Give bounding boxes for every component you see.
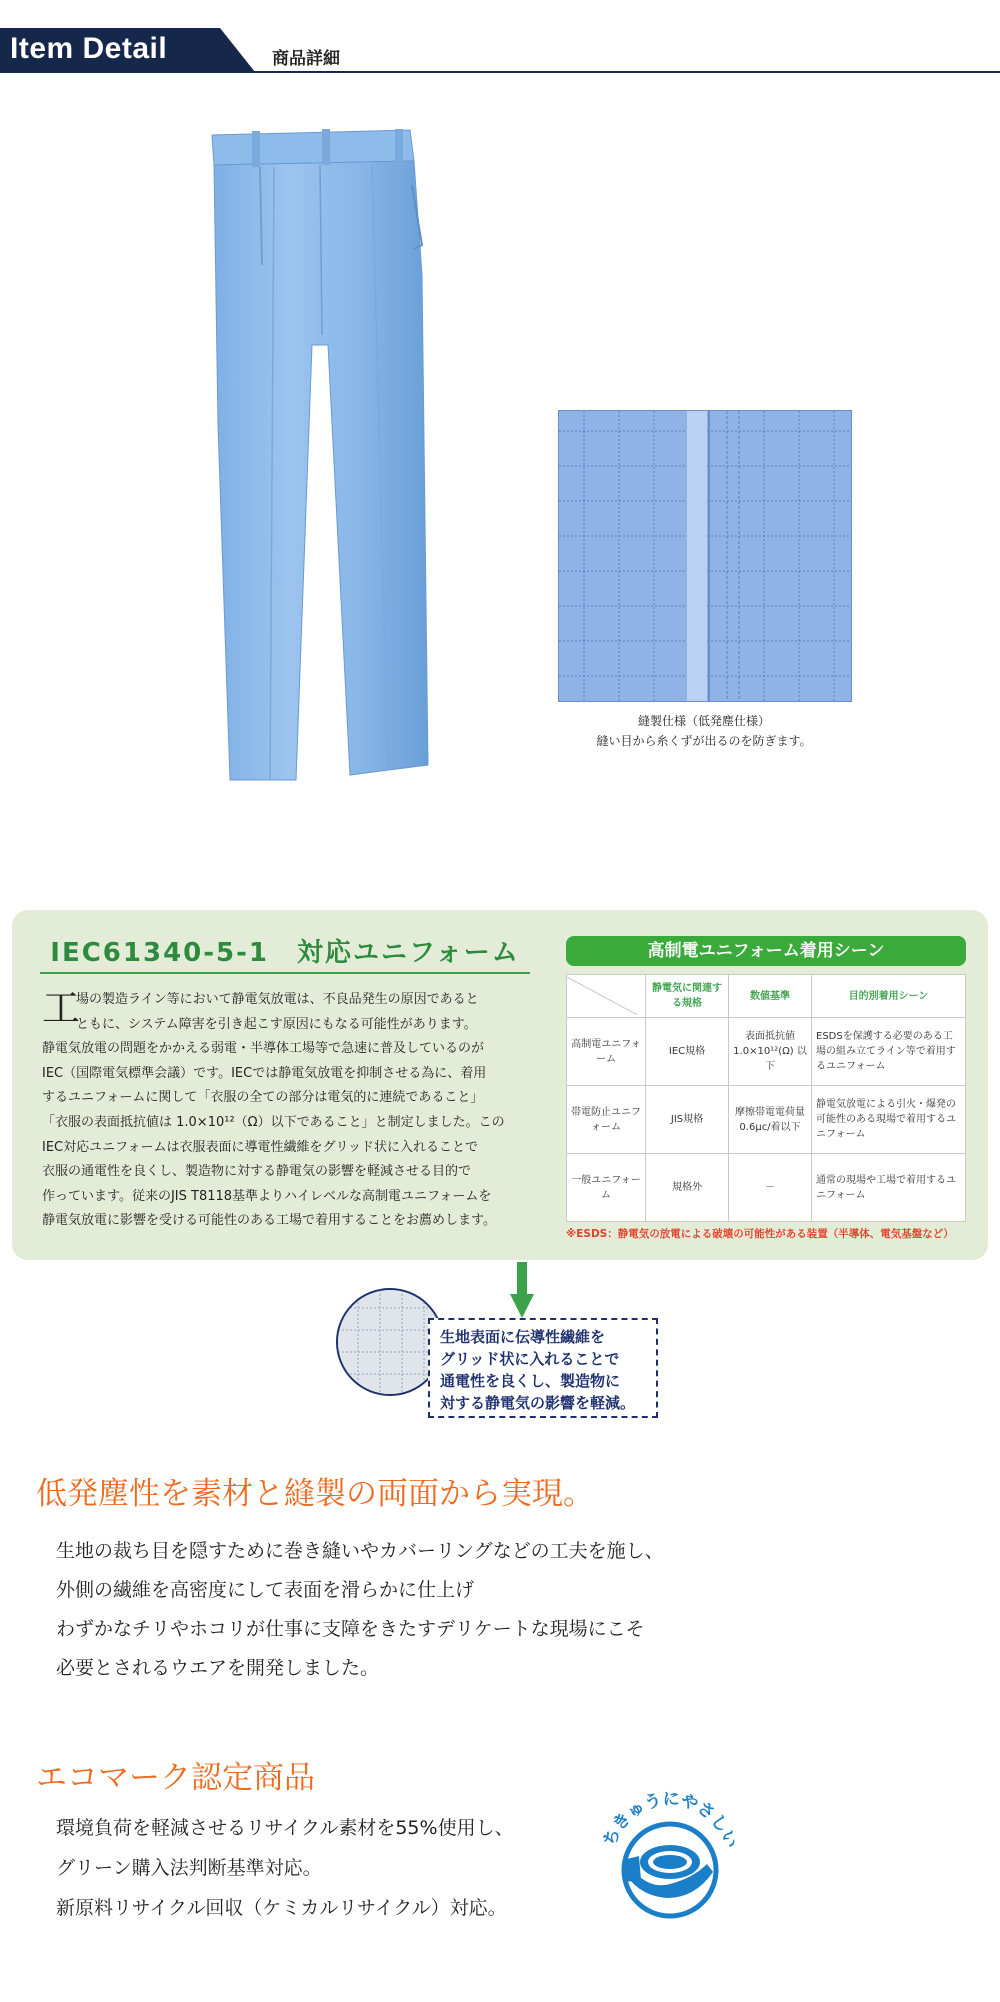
down-arrow-icon <box>510 1262 534 1318</box>
iec-drop-cap: 工 <box>42 986 81 1030</box>
iec-line: 衣服の通電性を良くし、製造物に対する静電気の影響を軽減させる目的で <box>42 1164 472 1180</box>
low-dust-line: 生地の裁ち目を隠すために巻き縫いやカバーリングなどの工夫を施し、 <box>56 1540 664 1562</box>
low-dust-line: わずかなチリやホコリが仕事に支障をきたすデリケートな現場にこそ <box>56 1618 645 1640</box>
iec-line: IEC対応ユニフォームは衣服表面に導電性繊維をグリッド状に入れることで <box>42 1139 478 1155</box>
eco-heading: エコマーク認定商品 <box>36 1760 315 1796</box>
iec-line: 静電気放電の問題をかかえる弱電・半導体工場等で急速に普及しているのが <box>42 1041 485 1057</box>
iec-line: 作っています。従来のJIS T8118基準よりハイレベルな高制電ユニフォームを <box>42 1188 492 1204</box>
scene-row-standard: JIS規格 <box>646 1086 729 1154</box>
iec-line: ともに、システム障害を引き起こす原因にもなる可能性があります。 <box>76 1016 477 1032</box>
eco-line: 環境負荷を軽減させるリサイクル素材を55%使用し、 <box>56 1817 514 1839</box>
iec-line: するユニフォームに関して「衣服の全ての部分は電気的に連続であること」 <box>42 1090 484 1106</box>
low-dust-heading: 低発塵性を素材と縫製の両面から実現。 <box>36 1476 594 1512</box>
scene-row-value: － <box>729 1154 812 1222</box>
scene-col-header: 静電気に関連する規格 <box>646 975 729 1018</box>
pants-image <box>200 125 430 785</box>
iec-title: IEC61340-5-1 対応ユニフォーム <box>50 938 520 968</box>
iec-title-rule <box>40 972 530 974</box>
scene-row-scene: 通常の現場や工場で着用するユニフォーム <box>812 1154 966 1222</box>
scene-header: 高制電ユニフォーム着用シーン <box>566 936 966 966</box>
section-header <box>0 28 1000 72</box>
low-dust-line: 外側の繊維を高密度にして表面を滑らかに仕上げ <box>56 1579 475 1601</box>
ecomark-logo <box>595 1760 745 1920</box>
scene-row-name: 一般ユニフォーム <box>567 1154 646 1222</box>
scene-row-scene: ESDSを保護する必要のある工場の組み立てライン等で着用するユニフォーム <box>812 1018 966 1086</box>
scene-row-name: 帯電防止ユニフォーム <box>567 1086 646 1154</box>
diagonal-line <box>567 977 637 1015</box>
esds-note: ※ESDS：静電気の放電による破壊の可能性がある装置（半導体、電気基盤など） <box>566 1228 954 1240</box>
callout-line: 生地表面に伝導性繊維を <box>440 1328 606 1346</box>
callout-line: 対する静電気の影響を軽減。 <box>440 1394 636 1412</box>
detail-caption-title: 縫製仕様（低発塵仕様） <box>637 714 770 728</box>
callout-line: 通電性を良くし、製造物に <box>440 1372 621 1390</box>
header-rule <box>0 71 1000 73</box>
scene-row-scene: 静電気放電による引火・爆発の可能性のある現場で着用するユニフォーム <box>812 1086 966 1154</box>
scene-row <box>567 1086 966 1154</box>
eco-line: グリーン購入法判断基準対応。 <box>56 1857 322 1879</box>
scene-row <box>567 1154 966 1222</box>
iec-line: 静電気放電に影響を受ける可能性のある工場で着用することをお薦めします。 <box>42 1213 496 1229</box>
iec-line: IEC（国際電気標準会議）です。IECでは静電気放電を抑制させる為に、着用 <box>42 1065 487 1081</box>
callout-line: グリッド状に入れることで <box>440 1350 620 1368</box>
scene-row-value: 表面抵抗値 1.0×10¹²(Ω) 以下 <box>729 1018 812 1086</box>
detail-caption-text: 縫い目から糸くずが出るのを防ぎます。 <box>596 734 812 748</box>
scene-row-standard: IEC規格 <box>646 1018 729 1086</box>
scene-table <box>566 974 966 1222</box>
iec-line: 「衣服の表面抵抗値は 1.0×10¹²（Ω）以下であること」と制定しました。この <box>42 1114 505 1130</box>
iec-line: 場の製造ライン等において静電気放電は、不良品発生の原因であると <box>76 992 479 1007</box>
scene-row <box>567 1018 966 1086</box>
scene-corner-cell <box>567 975 646 1018</box>
header-subtitle: 商品詳細 <box>272 49 340 69</box>
eco-line: 新原料リサイクル回収（ケミカルリサイクル）対応。 <box>56 1897 507 1919</box>
iec-body <box>42 988 532 1234</box>
scene-row-name: 高制電ユニフォーム <box>567 1018 646 1086</box>
conductive-callout <box>428 1318 658 1418</box>
scene-row-value: 摩擦帯電電荷量 0.6μc/着以下 <box>729 1086 812 1154</box>
svg-text:ちきゅうにやさしい: ちきゅうにやさしい <box>599 1789 741 1852</box>
header-title: Item Detail <box>10 32 168 65</box>
scene-col-header: 目的別着用シーン <box>812 975 966 1018</box>
fabric-detail-image <box>558 410 852 702</box>
scene-col-header: 数値基準 <box>729 975 812 1018</box>
low-dust-line: 必要とされるウエアを開発しました。 <box>56 1657 380 1679</box>
scene-row-standard: 規格外 <box>646 1154 729 1222</box>
